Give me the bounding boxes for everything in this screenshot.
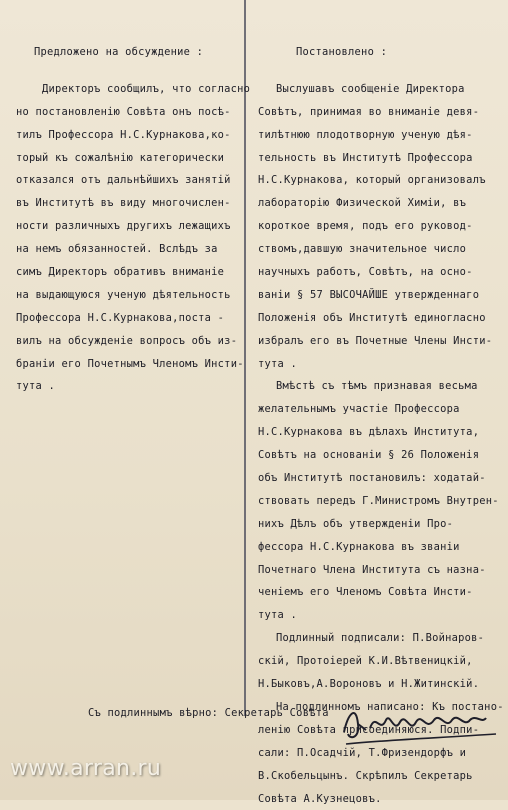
column-divider [244, 0, 246, 716]
right-heading: Постановлено : [258, 41, 504, 64]
right-column-line: Совѣтъ, принимая во вниманіе девя- [258, 101, 504, 124]
left-column-line: ности различныхъ другихъ лежащихъ [16, 215, 242, 238]
right-column-line: На подлинномъ написано: Къ постано- [258, 696, 504, 719]
right-column-line: ленію Совѣта присоединяюся. Подпи- [258, 719, 504, 742]
right-column-line: Н.Быковъ,А.Вороновъ и Н.Житинскій. [258, 673, 504, 696]
left-column-line: вилъ на обсужденіе вопросъ объ из- [16, 330, 242, 353]
left-column-line: на выдающуюся ученую дѣятельность [16, 284, 242, 307]
right-column-line: научныхъ работъ, Совѣтъ, на осно- [258, 261, 504, 284]
right-column-line: ченіемъ его Членомъ Совѣта Инсти- [258, 581, 504, 604]
right-column-line: тута . [258, 353, 504, 376]
right-column-line: избралъ его въ Почетные Члены Инсти- [258, 330, 504, 353]
certification-line: Съ подлиннымъ вѣрно: Секретарь Совѣта [88, 707, 329, 719]
right-column-line: Н.С.Курнакова, который организовалъ [258, 169, 504, 192]
right-column-line: Выслушавъ сообщеніе Директора [258, 78, 504, 101]
left-heading: Предложено на обсуждение : [16, 41, 242, 64]
right-column-line: В.Скобельцынъ. Скрѣпилъ Секретарь [258, 765, 504, 788]
left-column-line: торый къ сожалѣнію категорически [16, 147, 242, 170]
left-column-line: тута . [16, 375, 242, 398]
right-column-line: нихъ Дѣлъ объ утвержденіи Про- [258, 513, 504, 536]
left-column [16, 41, 242, 398]
right-column-line: сали: П.Осадчій, Т.Фризендорфъ и [258, 742, 504, 765]
left-column-line: Директоръ сообщилъ, что согласно [16, 78, 242, 101]
handwritten-signature [336, 694, 506, 756]
left-column-line: отказался отъ дальнѣйшихъ занятій [16, 169, 242, 192]
right-column-line: тельность въ Институтѣ Профессора [258, 147, 504, 170]
right-column-line: Совѣта А.Кузнецовъ. [258, 788, 504, 810]
right-column-line: Почетнаго Члена Института съ назна- [258, 559, 504, 582]
right-column-line: тута . [258, 604, 504, 627]
right-column-line: фессора Н.С.Курнакова въ званіи [258, 536, 504, 559]
right-column-line: лабораторію Физической Химіи, въ [258, 192, 504, 215]
left-column-line: тилъ Профессора Н.С.Курнакова,ко- [16, 124, 242, 147]
right-column-line: короткое время, подъ его руковод- [258, 215, 504, 238]
right-column-line: желательнымъ участіе Профессора [258, 398, 504, 421]
left-column-line: въ Институтѣ въ виду многочислен- [16, 192, 242, 215]
right-column-line: ваніи § 57 ВЫСОЧАЙШЕ утвержденнаго [258, 284, 504, 307]
right-column-line: тилѣтнюю плодотворную ученую дѣя- [258, 124, 504, 147]
right-column-line: Совѣтъ на основаніи § 26 Положенія [258, 444, 504, 467]
right-column-line: объ Институтѣ постановилъ: ходатай- [258, 467, 504, 490]
left-column-line: браніи его Почетнымъ Членомъ Инсти- [16, 353, 242, 376]
right-column-line: Подлинный подписали: П.Войнаров- [258, 627, 504, 650]
left-column-line: Профессора Н.С.Курнакова,поста - [16, 307, 242, 330]
watermark: www.arran.ru [10, 756, 161, 781]
left-column-line: на немъ обязанностей. Вслѣдъ за [16, 238, 242, 261]
right-column-line: Положенія объ Институтѣ единогласно [258, 307, 504, 330]
right-column-line: ствомъ,давшую значительное число [258, 238, 504, 261]
right-column-line: ствовать передъ Г.Министромъ Внутрен- [258, 490, 504, 513]
left-column-line: симъ Директоръ обративъ вниманіе [16, 261, 242, 284]
right-column-line: Вмѣстѣ съ тѣмъ признавая весьма [258, 375, 504, 398]
left-column-line: но постановленію Совѣта онъ посѣ- [16, 101, 242, 124]
right-column-line: Н.С.Курнакова въ дѣлахъ Института, [258, 421, 504, 444]
right-column-line: скій, Протоіерей К.И.Вѣтвеницкій, [258, 650, 504, 673]
